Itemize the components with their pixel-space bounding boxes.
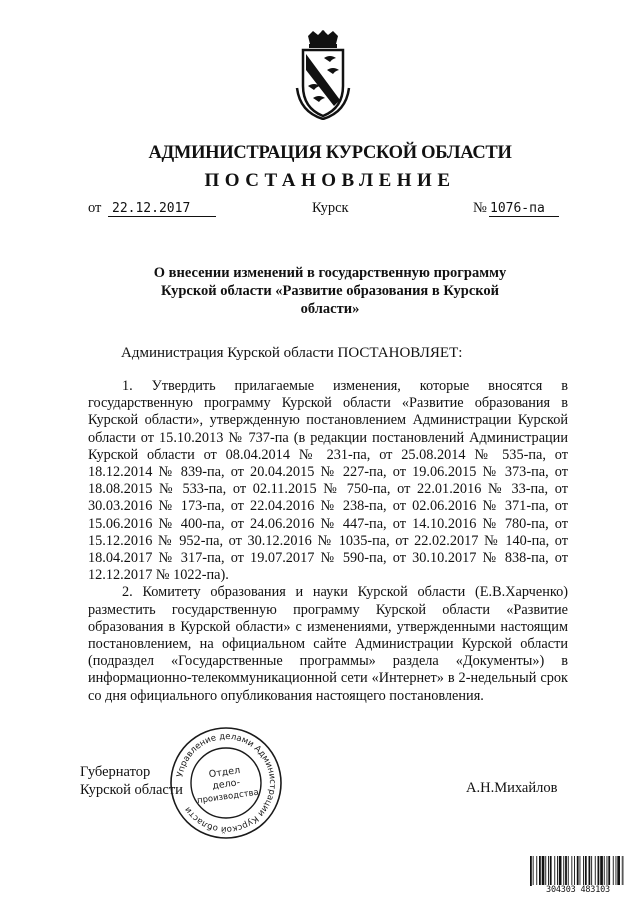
signatory-title-line1: Губернатор xyxy=(80,764,151,780)
document-number: 1076-па xyxy=(489,201,559,217)
barcode-bar xyxy=(600,856,603,886)
signatory-name: А.Н.Михайлов xyxy=(466,780,558,796)
barcode-bar xyxy=(608,856,610,886)
paragraph-1: 1. Утвердить прилагаемые изменения, которые вносятся в государственную программу Курской области «Развитие образования в Курской области», утвержденную постановлением Администрации Курской области от 15.10.2013 № 737-па (в редакции постановлений Администрации Курской области от 08.04.2014 № 231-па, от 25.08.2014 № 535-па, от 18.12.2014 № 839-па, от 20.04.2015 № 227-па, от 19.06.2015 № 373-па, от 18.08.2015 № 533-па, от 02.11.2015 № 750-па, от 22.01.2016 № 33-па, от 30.03.2016 № 173-па, от 22.04.2016 № 238-па, от 02.06.2016 № 371-па, от 15.06.2016 № 400-па, от 24.06.2016 № 447-па, от 14.10.2016 № 780-па, от 15.12.2016 № 952-па, от 30.12.2016 № 1035-па, от 22.02.2017 № 140-па, от 18.04.2017 № 317-па, от 19.07.2017 № 590-па, от 30.10.2017 № 838-па, от 12.12.2017 № 1022-па). xyxy=(88,378,568,584)
barcode-bar xyxy=(530,856,532,886)
number-label: № xyxy=(473,200,487,216)
barcode-bar xyxy=(589,856,591,886)
barcode-bar xyxy=(548,856,549,886)
office-stamp-icon xyxy=(168,725,284,841)
barcode-bar xyxy=(591,856,592,886)
barcode-bar xyxy=(542,856,545,886)
barcode-bar xyxy=(568,856,569,886)
barcode-bar xyxy=(536,856,537,886)
barcode-bar xyxy=(598,856,600,886)
barcode-bar xyxy=(574,856,575,886)
barcode-bar xyxy=(571,856,572,886)
barcode-bar xyxy=(539,856,541,886)
barcode-bar xyxy=(585,856,587,886)
barcode-number: 304303 483103 xyxy=(532,885,624,895)
document-city: Курск xyxy=(312,200,349,216)
date-label: от xyxy=(88,200,102,216)
organization-title: АДМИНИСТРАЦИЯ КУРСКОЙ ОБЛАСТИ xyxy=(148,143,512,163)
document-body xyxy=(88,378,568,705)
barcode-bar xyxy=(580,856,581,886)
barcode-bar xyxy=(554,856,555,886)
barcode-bar xyxy=(559,856,562,886)
barcode-bar xyxy=(616,856,617,886)
barcode-bar xyxy=(550,856,552,886)
stamp-center-line3: производства xyxy=(196,787,260,807)
document-date: 22.12.2017 xyxy=(108,201,216,217)
barcode-bar xyxy=(595,856,596,886)
stamp-center-line2: делo- xyxy=(211,777,241,792)
barcode-bar xyxy=(557,856,558,886)
signatory-title-line2: Курской области xyxy=(80,781,183,798)
stamp-center-line1: Отдел xyxy=(208,764,241,781)
barcode-bar xyxy=(583,856,584,886)
paragraph-2: 2. Комитету образования и науки Курской области (Е.В.Харченко) разместить государственную программу Курской области «Развитие образования в Курской области» с изменениями, утвержденными настоящим постановлением, на официальном сайте Администрации Курской области (подраздел «Государственные программы» раздела «Документы») в информационно-телекоммуникационной сети «Интернет» в 2-недельный срок со дня официального опубликования настоящего постановления. xyxy=(88,584,568,704)
document-subject: О внесении изменений в государственную программу Курской области «Развитие образования в Курской области» xyxy=(153,265,507,317)
document-type: ПОСТАНОВЛЕНИЕ xyxy=(204,170,456,191)
barcode-bar xyxy=(613,856,614,886)
barcode-bar xyxy=(533,856,534,886)
stamp-ring-text: Управление делами Администрации Курской области xyxy=(175,731,278,835)
barcode-bar xyxy=(565,856,567,886)
coat-of-arms-icon xyxy=(294,30,352,120)
barcode-bar xyxy=(622,856,623,886)
barcode-bar xyxy=(563,856,564,886)
barcode-bar xyxy=(617,856,620,886)
barcode-bar xyxy=(604,856,605,886)
barcode-bar xyxy=(545,856,546,886)
resolution-intro: Администрация Курской области ПОСТАНОВЛЯЕТ: xyxy=(121,345,463,361)
barcode-bar xyxy=(607,856,608,886)
barcode-bar xyxy=(577,856,579,886)
